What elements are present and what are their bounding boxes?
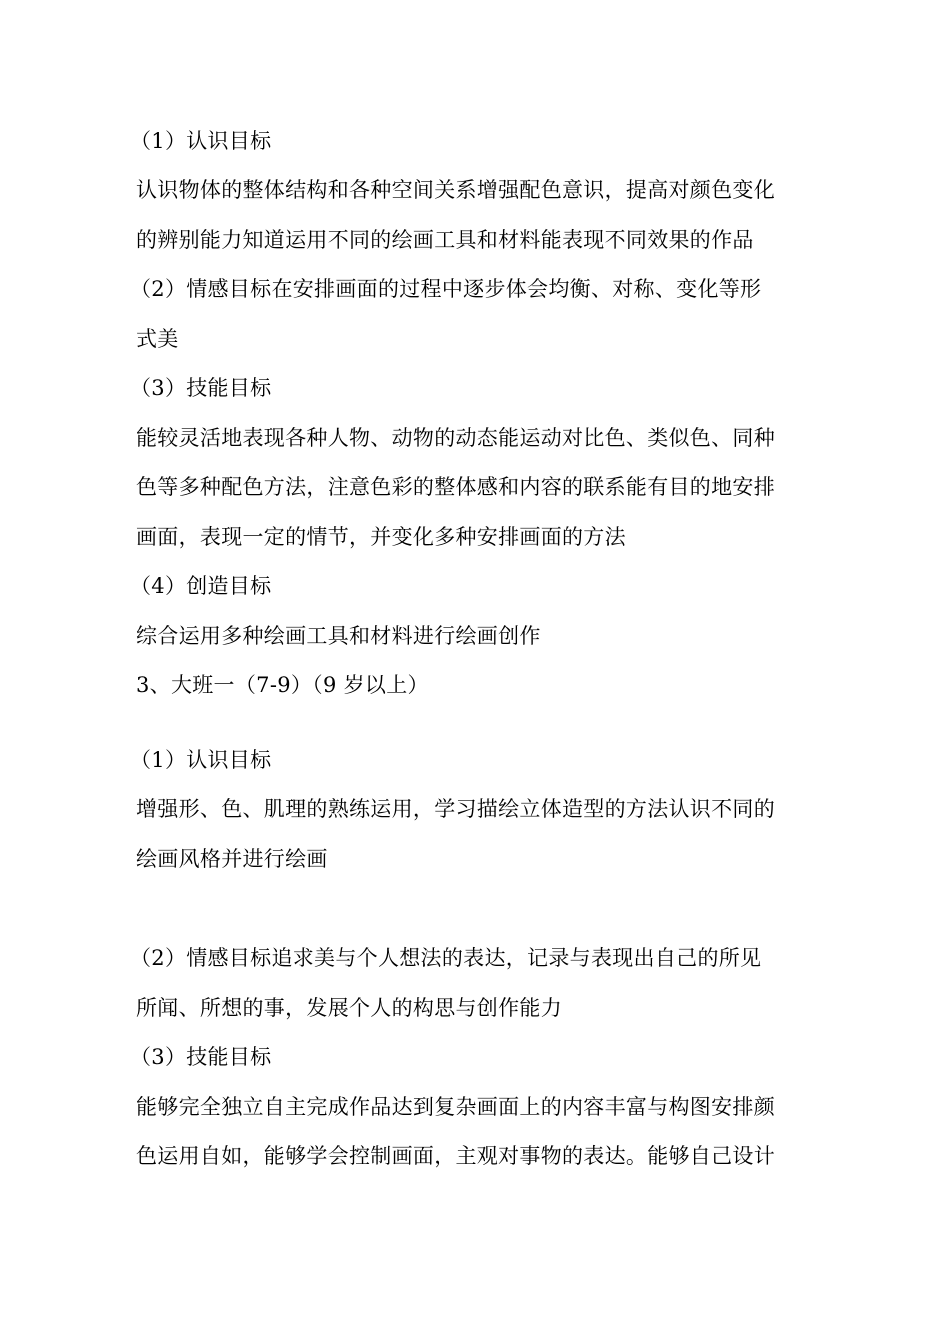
- section-heading: 3、大班一（7-9）（9 岁以上）: [136, 673, 429, 697]
- paragraph-line: 的辨别能力知道运用不同的绘画工具和材料能表现不同效果的作品: [136, 228, 754, 252]
- heading-skill-goal: （3）技能目标: [130, 376, 272, 400]
- paragraph-line: 色等多种配色方法，注意色彩的整体感和内容的联系能有目的地安排: [136, 475, 775, 499]
- heading-emotional-goal: （2）情感目标追求美与个人想法的表达，记录与表现出自己的所见: [130, 946, 762, 970]
- heading-skill-goal: （3）技能目标: [130, 1045, 272, 1069]
- paragraph-line: 绘画风格并进行绘画: [136, 847, 328, 871]
- paragraph-line: 认识物体的整体结构和各种空间关系增强配色意识，提高对颜色变化: [136, 178, 775, 202]
- paragraph-line: 画面，表现一定的情节，并变化多种安排画面的方法: [136, 525, 626, 549]
- paragraph-line: 能较灵活地表现各种人物、动物的动态能运动对比色、类似色、同种: [136, 426, 775, 450]
- paragraph-line: 色运用自如，能够学会控制画面，主观对事物的表达。能够自己设计: [136, 1144, 775, 1168]
- heading-creative-goal: （4）创造目标: [130, 574, 272, 598]
- heading-cognitive-goal: （1）认识目标: [130, 129, 272, 153]
- paragraph-line: 所闻、所想的事，发展个人的构思与创作能力: [136, 996, 562, 1020]
- heading-cognitive-goal: （1）认识目标: [130, 748, 272, 772]
- paragraph-line: 综合运用多种绘画工具和材料进行绘画创作: [136, 624, 541, 648]
- heading-emotional-goal: （2）情感目标在安排画面的过程中逐步体会均衡、对称、变化等形: [130, 277, 762, 301]
- paragraph-line: 增强形、色、肌理的熟练运用，学习描绘立体造型的方法认识不同的: [136, 797, 775, 821]
- paragraph-line: 式美: [136, 327, 179, 351]
- paragraph-line: 能够完全独立自主完成作品达到复杂画面上的内容丰富与构图安排颜: [136, 1095, 775, 1119]
